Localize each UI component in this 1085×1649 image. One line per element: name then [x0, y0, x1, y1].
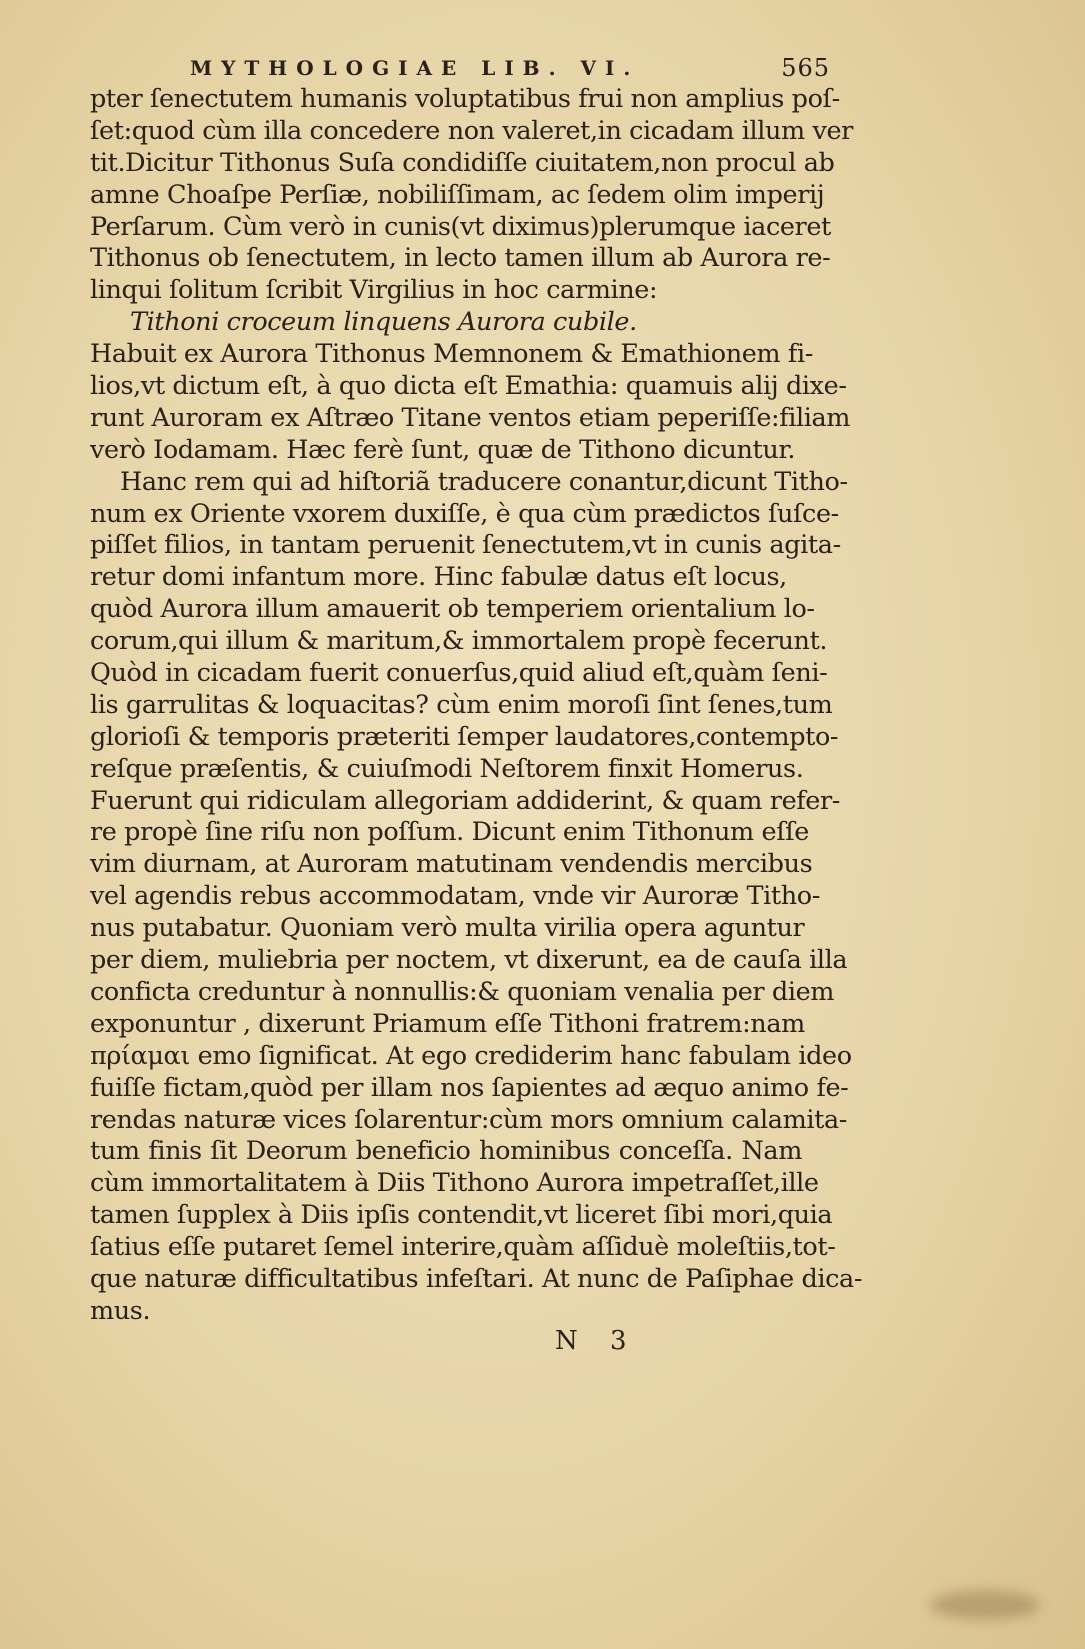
text-line: lios,vt dictum eſt, à quo dicta eſt Emathia: quamuis alij dixe-	[90, 371, 847, 402]
text-line: retur domi infantum more. Hinc fabulæ datus eſt locus,	[90, 562, 787, 593]
text-line: re propè ſine riſu non poſſum. Dicunt enim Tithonum eſſe	[90, 817, 809, 848]
text-line: Fuerunt qui ridiculam allegoriam addiderint, & quam refer-	[90, 785, 840, 816]
text-line: Habuit ex Aurora Tithonus Memnonem & Emathionem fi-	[90, 339, 813, 370]
text-line: glorioſi & temporis præteriti ſemper laudatores,contempto-	[90, 721, 839, 752]
text-line: tit.Dicitur Tithonus Suſa condidiſſe ciuitatem,non procul ab	[90, 147, 835, 178]
text-line: vel agendis rebus accommodatam, vnde vir Auroræ Titho-	[90, 881, 820, 912]
text-line: lis garrulitas & loquacitas? cùm enim moroſi ſint ſenes,tum	[90, 689, 833, 720]
text-line: ſatius eſſe putaret ſemel interire,quàm aſſiduè moleſtiis,tot-	[90, 1232, 836, 1263]
text-line: fuiſſe fictam,quòd per illam nos ſapientes ad æquo animo fe-	[90, 1072, 849, 1103]
text-line: linqui ſolitum ſcribit Virgilius in hoc carmine:	[90, 275, 658, 306]
verse-quotation: Tithoni croceum linquens Aurora cubile.	[130, 307, 637, 338]
text-line: amne Choaſpe Perſiæ, nobiliſſimam, ac ſedem olim imperij	[90, 179, 825, 210]
text-line: nus putabatur. Quoniam verò multa virilia opera aguntur	[90, 913, 805, 944]
text-line: vim diurnam, at Auroram matutinam vendendis mercibus	[90, 849, 813, 880]
text-line: cùm immortalitatem à Diis Tithono Aurora impetraſſet,ille	[90, 1168, 819, 1199]
text-line: reſque præſentis, & cuiuſmodi Neſtorem finxit Homerus.	[90, 753, 804, 784]
text-line: rendas naturæ vices ſolarentur:cùm mors omnium calamita-	[90, 1104, 847, 1135]
text-line: exponuntur , dixerunt Priamum eſſe Tithoni fratrem:nam	[90, 1008, 805, 1039]
text-line: πρίαμαι emo ſignificat. At ego crediderim hanc fabulam ideo	[90, 1040, 852, 1071]
text-line: corum,qui illum & maritum,& immortalem propè fecerunt.	[90, 626, 828, 657]
text-line: tamen ſupplex à Diis ipſis contendit,vt liceret ſibi mori,quia	[90, 1200, 833, 1231]
signature-mark: N 3	[555, 1326, 639, 1356]
text-line: runt Auroram ex Aſtræo Titane ventos etiam peperiſſe:filiam	[90, 402, 851, 433]
ink-smudge	[930, 1590, 1040, 1620]
text-line: pter ſenectutem humanis voluptatibus frui non amplius poſ-	[90, 84, 840, 114]
text-line: Quòd in cicadam fuerit conuerſus,quid aliud eſt,quàm ſeni-	[90, 658, 828, 689]
running-title: MYTHOLOGIAE LIB. VI.	[190, 56, 640, 80]
text-line: piſſet filios, in tantam peruenit ſenectutem,vt in cunis agita-	[90, 530, 841, 561]
text-line: que naturæ difficultatibus infeſtari. At nunc de Paſiphae dica-	[90, 1263, 863, 1294]
text-line: quòd Aurora illum amauerit ob temperiem orientalium lo-	[90, 594, 815, 625]
text-line: Hanc rem qui ad hiſtoriã traducere conantur,dicunt Titho-	[120, 466, 848, 497]
text-line: Tithonus ob ſenectutem, in lecto tamen illum ab Aurora re-	[90, 243, 831, 274]
running-header	[190, 56, 830, 86]
text-line: ſet:quod cùm illa concedere non valeret,in cicadam illum ver	[90, 115, 853, 146]
text-line: mus.	[90, 1295, 151, 1326]
text-line: Perſarum. Cùm verò in cunis(vt diximus)plerumque iaceret	[90, 211, 831, 242]
text-line: verò Iodamam. Hæc ferè ſunt, quæ de Tithono dicuntur.	[90, 434, 796, 465]
text-line: conficta creduntur à nonnullis:& quoniam venalia per diem	[90, 976, 835, 1007]
page-body-text	[90, 84, 863, 1328]
text-line: tum finis ſit Deorum beneficio hominibus conceſſa. Nam	[90, 1136, 802, 1167]
text-line: per diem, muliebria per noctem, vt dixerunt, ea de cauſa illa	[90, 945, 848, 976]
text-line: num ex Oriente vxorem duxiſſe, è qua cùm prædictos ſuſce-	[90, 498, 839, 529]
page-number: 565	[781, 54, 830, 82]
